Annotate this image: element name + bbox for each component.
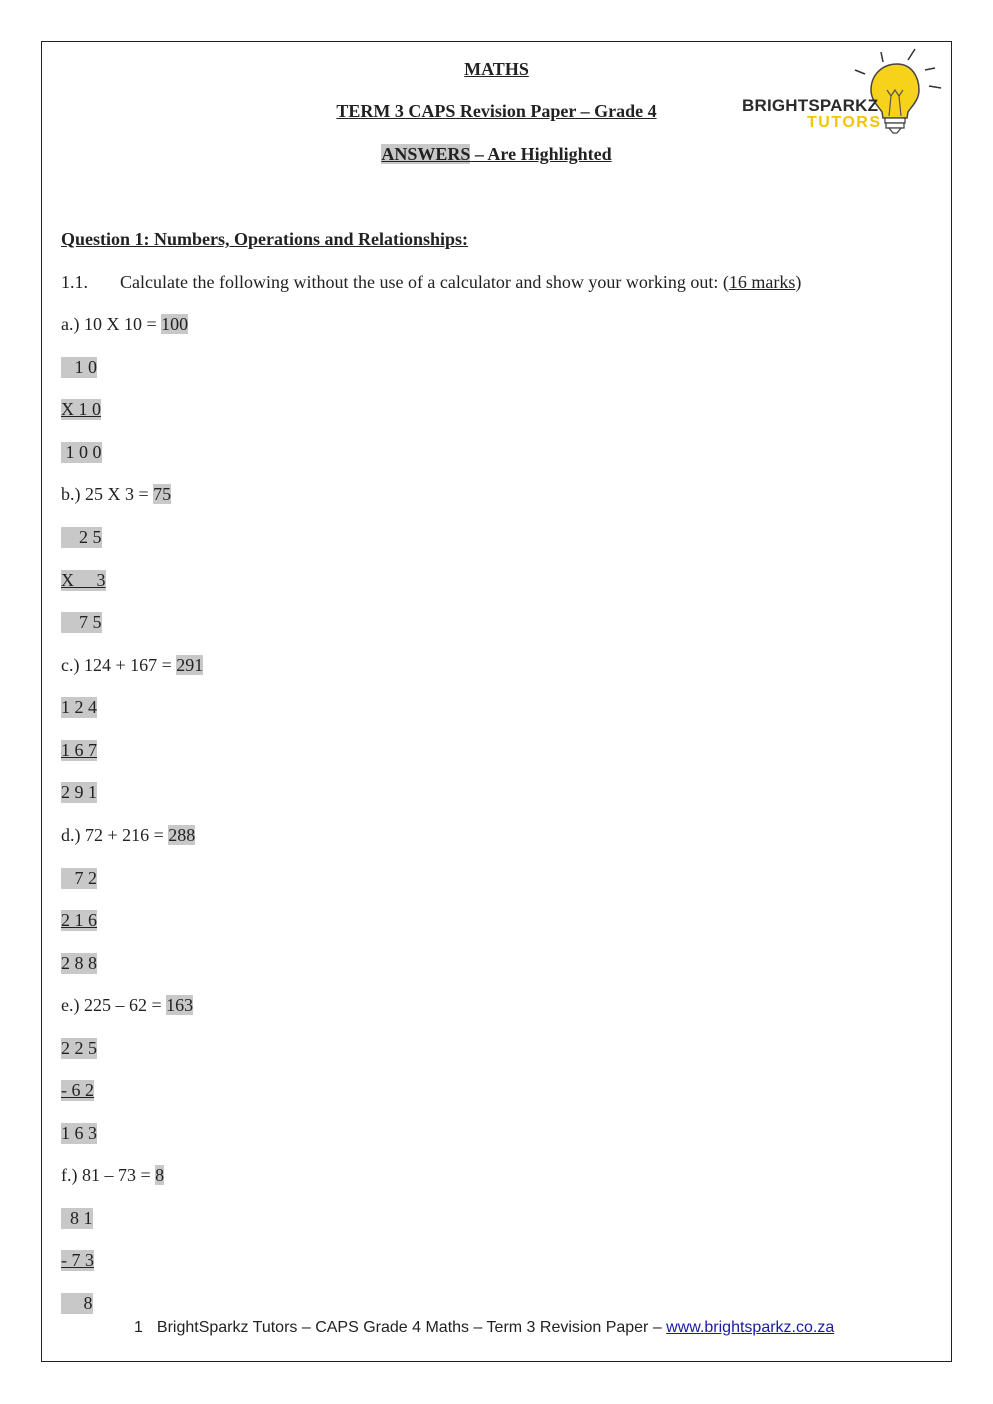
subject-title: MATHS bbox=[464, 59, 529, 79]
item-e-label: e.) 225 – 62 = 163 bbox=[61, 995, 194, 1015]
item-d-answer: 288 bbox=[168, 825, 196, 845]
item-d-label: d.) 72 + 216 = 288 bbox=[61, 825, 196, 845]
logo-tutors-text: TUTORS bbox=[807, 114, 882, 131]
item-c-label: c.) 124 + 167 = 291 bbox=[61, 655, 204, 675]
item-a-working-1: 1 0 bbox=[61, 357, 97, 377]
footer-text: BrightSparkz Tutors – CAPS Grade 4 Maths – Term 3 Revision Paper – bbox=[156, 1319, 667, 1336]
question-1-heading: Question 1: Numbers, Operations and Relationships: bbox=[61, 229, 469, 249]
answers-note bbox=[0, 144, 993, 165]
item-a-answer: 100 bbox=[161, 314, 189, 334]
item-e-working-1: 2 2 5 bbox=[61, 1038, 97, 1058]
item-b-working-1: 2 5 bbox=[61, 527, 102, 547]
paper-title: TERM 3 CAPS Revision Paper – Grade 4 bbox=[336, 101, 657, 121]
footer-website-link[interactable]: www.brightsparkz.co.za bbox=[666, 1319, 835, 1336]
item-b-answer: 75 bbox=[153, 484, 172, 504]
answers-rest: – Are Highlighted bbox=[470, 144, 612, 164]
item-f-working-3: 8 bbox=[61, 1293, 93, 1313]
logo-brand-text: BRIGHTSPARKZ bbox=[742, 96, 879, 115]
item-e-working-2: - 6 2 bbox=[61, 1080, 94, 1100]
item-f-label: f.) 81 – 73 = 8 bbox=[61, 1165, 165, 1185]
item-f-answer: 8 bbox=[155, 1165, 165, 1185]
item-b-working-3: 7 5 bbox=[61, 612, 102, 632]
brightsparkz-logo bbox=[740, 46, 950, 141]
page-footer bbox=[134, 1319, 834, 1337]
instruction-close: ) bbox=[795, 272, 802, 292]
instruction-marks: 16 marks bbox=[728, 272, 796, 292]
item-a-label: a.) 10 X 10 = 100 bbox=[61, 314, 189, 334]
item-d-working-1: 7 2 bbox=[61, 868, 97, 888]
item-c-answer: 291 bbox=[176, 655, 204, 675]
page-number: 1 bbox=[134, 1319, 143, 1336]
item-d-working-3: 2 8 8 bbox=[61, 953, 97, 973]
item-a-working-2: X 1 0 bbox=[61, 399, 101, 419]
item-e-working-3: 1 6 3 bbox=[61, 1123, 97, 1143]
instruction-1-1 bbox=[61, 272, 801, 293]
answers-word: ANSWERS bbox=[381, 144, 471, 164]
item-c-working-3: 2 9 1 bbox=[61, 782, 97, 802]
item-b-label: b.) 25 X 3 = 75 bbox=[61, 484, 172, 504]
item-f-working-2: - 7 3 bbox=[61, 1250, 94, 1270]
item-d-working-2: 2 1 6 bbox=[61, 910, 97, 930]
instruction-text: Calculate the following without the use of a calculator and show your working out: ( bbox=[120, 272, 729, 292]
item-f-working-1: 8 1 bbox=[61, 1208, 93, 1228]
item-a-working-3: 1 0 0 bbox=[61, 442, 102, 462]
item-b-working-2: X 3 bbox=[61, 570, 106, 590]
instruction-number: 1.1. bbox=[61, 272, 88, 292]
item-e-answer: 163 bbox=[166, 995, 194, 1015]
item-c-working-1: 1 2 4 bbox=[61, 697, 97, 717]
item-c-working-2: 1 6 7 bbox=[61, 740, 97, 760]
